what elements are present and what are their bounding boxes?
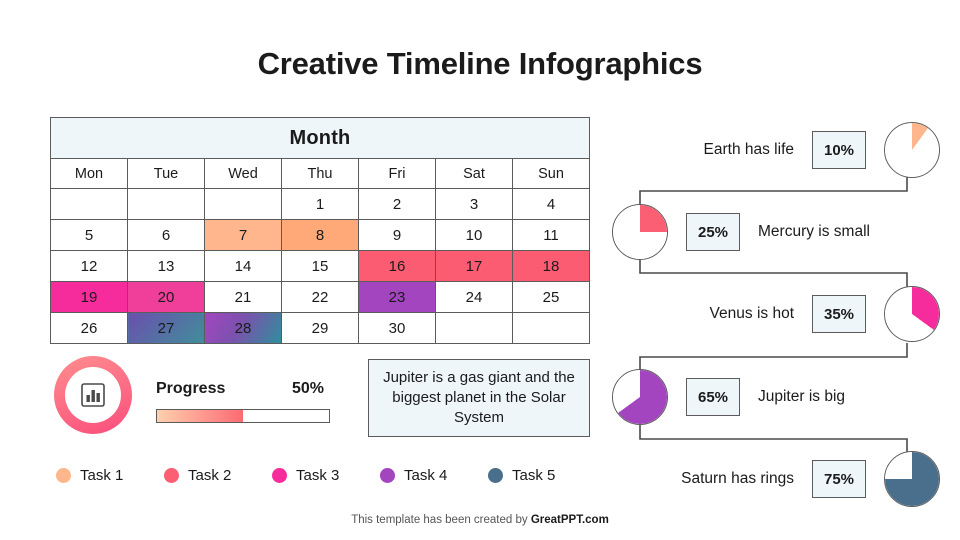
calendar-day-cell[interactable] xyxy=(205,189,282,220)
note-box: Jupiter is a gas giant and the biggest planet in the Solar System xyxy=(368,359,590,437)
calendar-day-cell[interactable]: 10 xyxy=(436,220,513,251)
calendar-day-cell[interactable]: 22 xyxy=(282,282,359,313)
calendar-body xyxy=(51,189,590,344)
legend-item-label: Task 2 xyxy=(188,466,232,484)
legend-color-dot xyxy=(164,468,179,483)
calendar-day-cell[interactable]: 16 xyxy=(359,251,436,282)
pie-slice xyxy=(885,287,939,341)
calendar-day-cell[interactable]: 20 xyxy=(128,282,205,313)
timeline-pie-chart xyxy=(612,369,668,425)
calendar-day-cell[interactable]: 4 xyxy=(513,189,590,220)
calendar-week-row xyxy=(51,251,590,282)
weekday-sat: Sat xyxy=(436,159,513,189)
legend-color-dot xyxy=(272,468,287,483)
timeline-percent-badge: 25% xyxy=(686,213,740,251)
footer-text: This template has been created by xyxy=(351,514,531,526)
legend-item-label: Task 1 xyxy=(80,466,124,484)
timeline-label: Venus is hot xyxy=(709,305,794,322)
calendar-day-cell[interactable]: 24 xyxy=(436,282,513,313)
timeline-pie-chart xyxy=(612,204,668,260)
calendar-day-cell[interactable]: 9 xyxy=(359,220,436,251)
pie-slice xyxy=(613,370,667,424)
pie-slice xyxy=(613,205,667,259)
calendar-day-cell[interactable]: 17 xyxy=(436,251,513,282)
calendar-month-row xyxy=(51,118,590,159)
timeline-row-mercury[interactable] xyxy=(612,201,942,263)
calendar-month-label: Month xyxy=(51,118,590,159)
footer xyxy=(0,514,960,526)
calendar-day-cell[interactable]: 2 xyxy=(359,189,436,220)
timeline-pie-chart xyxy=(884,122,940,178)
legend-color-dot xyxy=(380,468,395,483)
timeline-percent-badge: 35% xyxy=(812,295,866,333)
progress-percent: 50% xyxy=(292,380,325,397)
timeline-percent-badge: 10% xyxy=(812,131,866,169)
progress-block xyxy=(54,356,344,434)
legend-item-label: Task 5 xyxy=(512,466,556,484)
page-title: Creative Timeline Infographics xyxy=(257,46,703,81)
calendar-week-row xyxy=(51,313,590,344)
calendar-day-cell[interactable]: 8 xyxy=(282,220,359,251)
calendar-day-cell[interactable]: 12 xyxy=(51,251,128,282)
calendar-day-cell[interactable]: 3 xyxy=(436,189,513,220)
legend-item-label: Task 3 xyxy=(296,466,340,484)
legend-item-task4[interactable] xyxy=(380,467,488,484)
timeline-pie-chart xyxy=(884,451,940,507)
calendar-day-cell[interactable]: 13 xyxy=(128,251,205,282)
legend-item-label: Task 4 xyxy=(404,466,448,484)
calendar-day-cell[interactable]: 1 xyxy=(282,189,359,220)
calendar-day-cell[interactable]: 11 xyxy=(513,220,590,251)
progress-bar-track[interactable] xyxy=(156,409,330,423)
calendar-day-cell[interactable] xyxy=(128,189,205,220)
timeline-percent-badge: 75% xyxy=(812,460,866,498)
calendar-day-cell[interactable] xyxy=(436,313,513,344)
legend-item-task5[interactable] xyxy=(488,467,596,484)
legend-color-dot xyxy=(56,468,71,483)
calendar-day-cell[interactable]: 27 xyxy=(128,313,205,344)
pie-slice xyxy=(885,123,939,177)
legend xyxy=(56,462,596,488)
calendar-day-cell[interactable]: 29 xyxy=(282,313,359,344)
weekday-thu: Thu xyxy=(282,159,359,189)
timeline-label: Saturn has rings xyxy=(681,470,794,487)
timeline-label: Mercury is small xyxy=(758,223,870,240)
calendar-week-row xyxy=(51,189,590,220)
calendar-day-cell[interactable]: 26 xyxy=(51,313,128,344)
weekday-sun: Sun xyxy=(513,159,590,189)
legend-color-dot xyxy=(488,468,503,483)
calendar-weekday-row xyxy=(51,159,590,189)
weekday-fri: Fri xyxy=(359,159,436,189)
calendar-day-cell[interactable]: 6 xyxy=(128,220,205,251)
footer-brand[interactable]: GreatPPT.com xyxy=(530,514,609,526)
calendar-day-cell[interactable]: 30 xyxy=(359,313,436,344)
calendar-day-cell[interactable]: 7 xyxy=(205,220,282,251)
calendar-day-cell[interactable]: 18 xyxy=(513,251,590,282)
calendar-day-cell[interactable]: 15 xyxy=(282,251,359,282)
progress-bar-fill xyxy=(157,410,243,422)
legend-item-task1[interactable] xyxy=(56,467,164,484)
legend-item-task2[interactable] xyxy=(164,467,272,484)
weekday-wed: Wed xyxy=(205,159,282,189)
progress-ring xyxy=(54,356,132,434)
calendar-day-cell[interactable]: 28 xyxy=(205,313,282,344)
calendar-day-cell[interactable]: 25 xyxy=(513,282,590,313)
timeline-pie-chart xyxy=(884,286,940,342)
calendar-week-row xyxy=(51,220,590,251)
calendar-day-cell[interactable] xyxy=(51,189,128,220)
timeline-label: Earth has life xyxy=(703,141,794,158)
timeline-percent-badge: 65% xyxy=(686,378,740,416)
timeline xyxy=(600,105,960,505)
progress-ring-inner xyxy=(65,367,121,423)
calendar-table xyxy=(50,117,590,344)
calendar-day-cell[interactable] xyxy=(513,313,590,344)
pie-slice xyxy=(885,452,939,506)
timeline-row-jupiter[interactable] xyxy=(612,366,942,428)
calendar-day-cell[interactable]: 5 xyxy=(51,220,128,251)
timeline-row-saturn[interactable] xyxy=(624,448,940,510)
calendar-week-row xyxy=(51,282,590,313)
calendar-day-cell[interactable]: 21 xyxy=(205,282,282,313)
legend-item-task3[interactable] xyxy=(272,467,380,484)
weekday-mon: Mon xyxy=(51,159,128,189)
timeline-row-venus[interactable] xyxy=(636,283,940,345)
calendar-day-cell[interactable]: 19 xyxy=(51,282,128,313)
weekday-tue: Tue xyxy=(128,159,205,189)
timeline-row-earth[interactable] xyxy=(636,119,940,181)
progress-label: Progress xyxy=(156,380,226,397)
calendar-day-cell[interactable]: 23 xyxy=(359,282,436,313)
calendar-day-cell[interactable]: 14 xyxy=(205,251,282,282)
bar-chart-icon xyxy=(79,381,107,409)
timeline-label: Jupiter is big xyxy=(758,388,846,405)
